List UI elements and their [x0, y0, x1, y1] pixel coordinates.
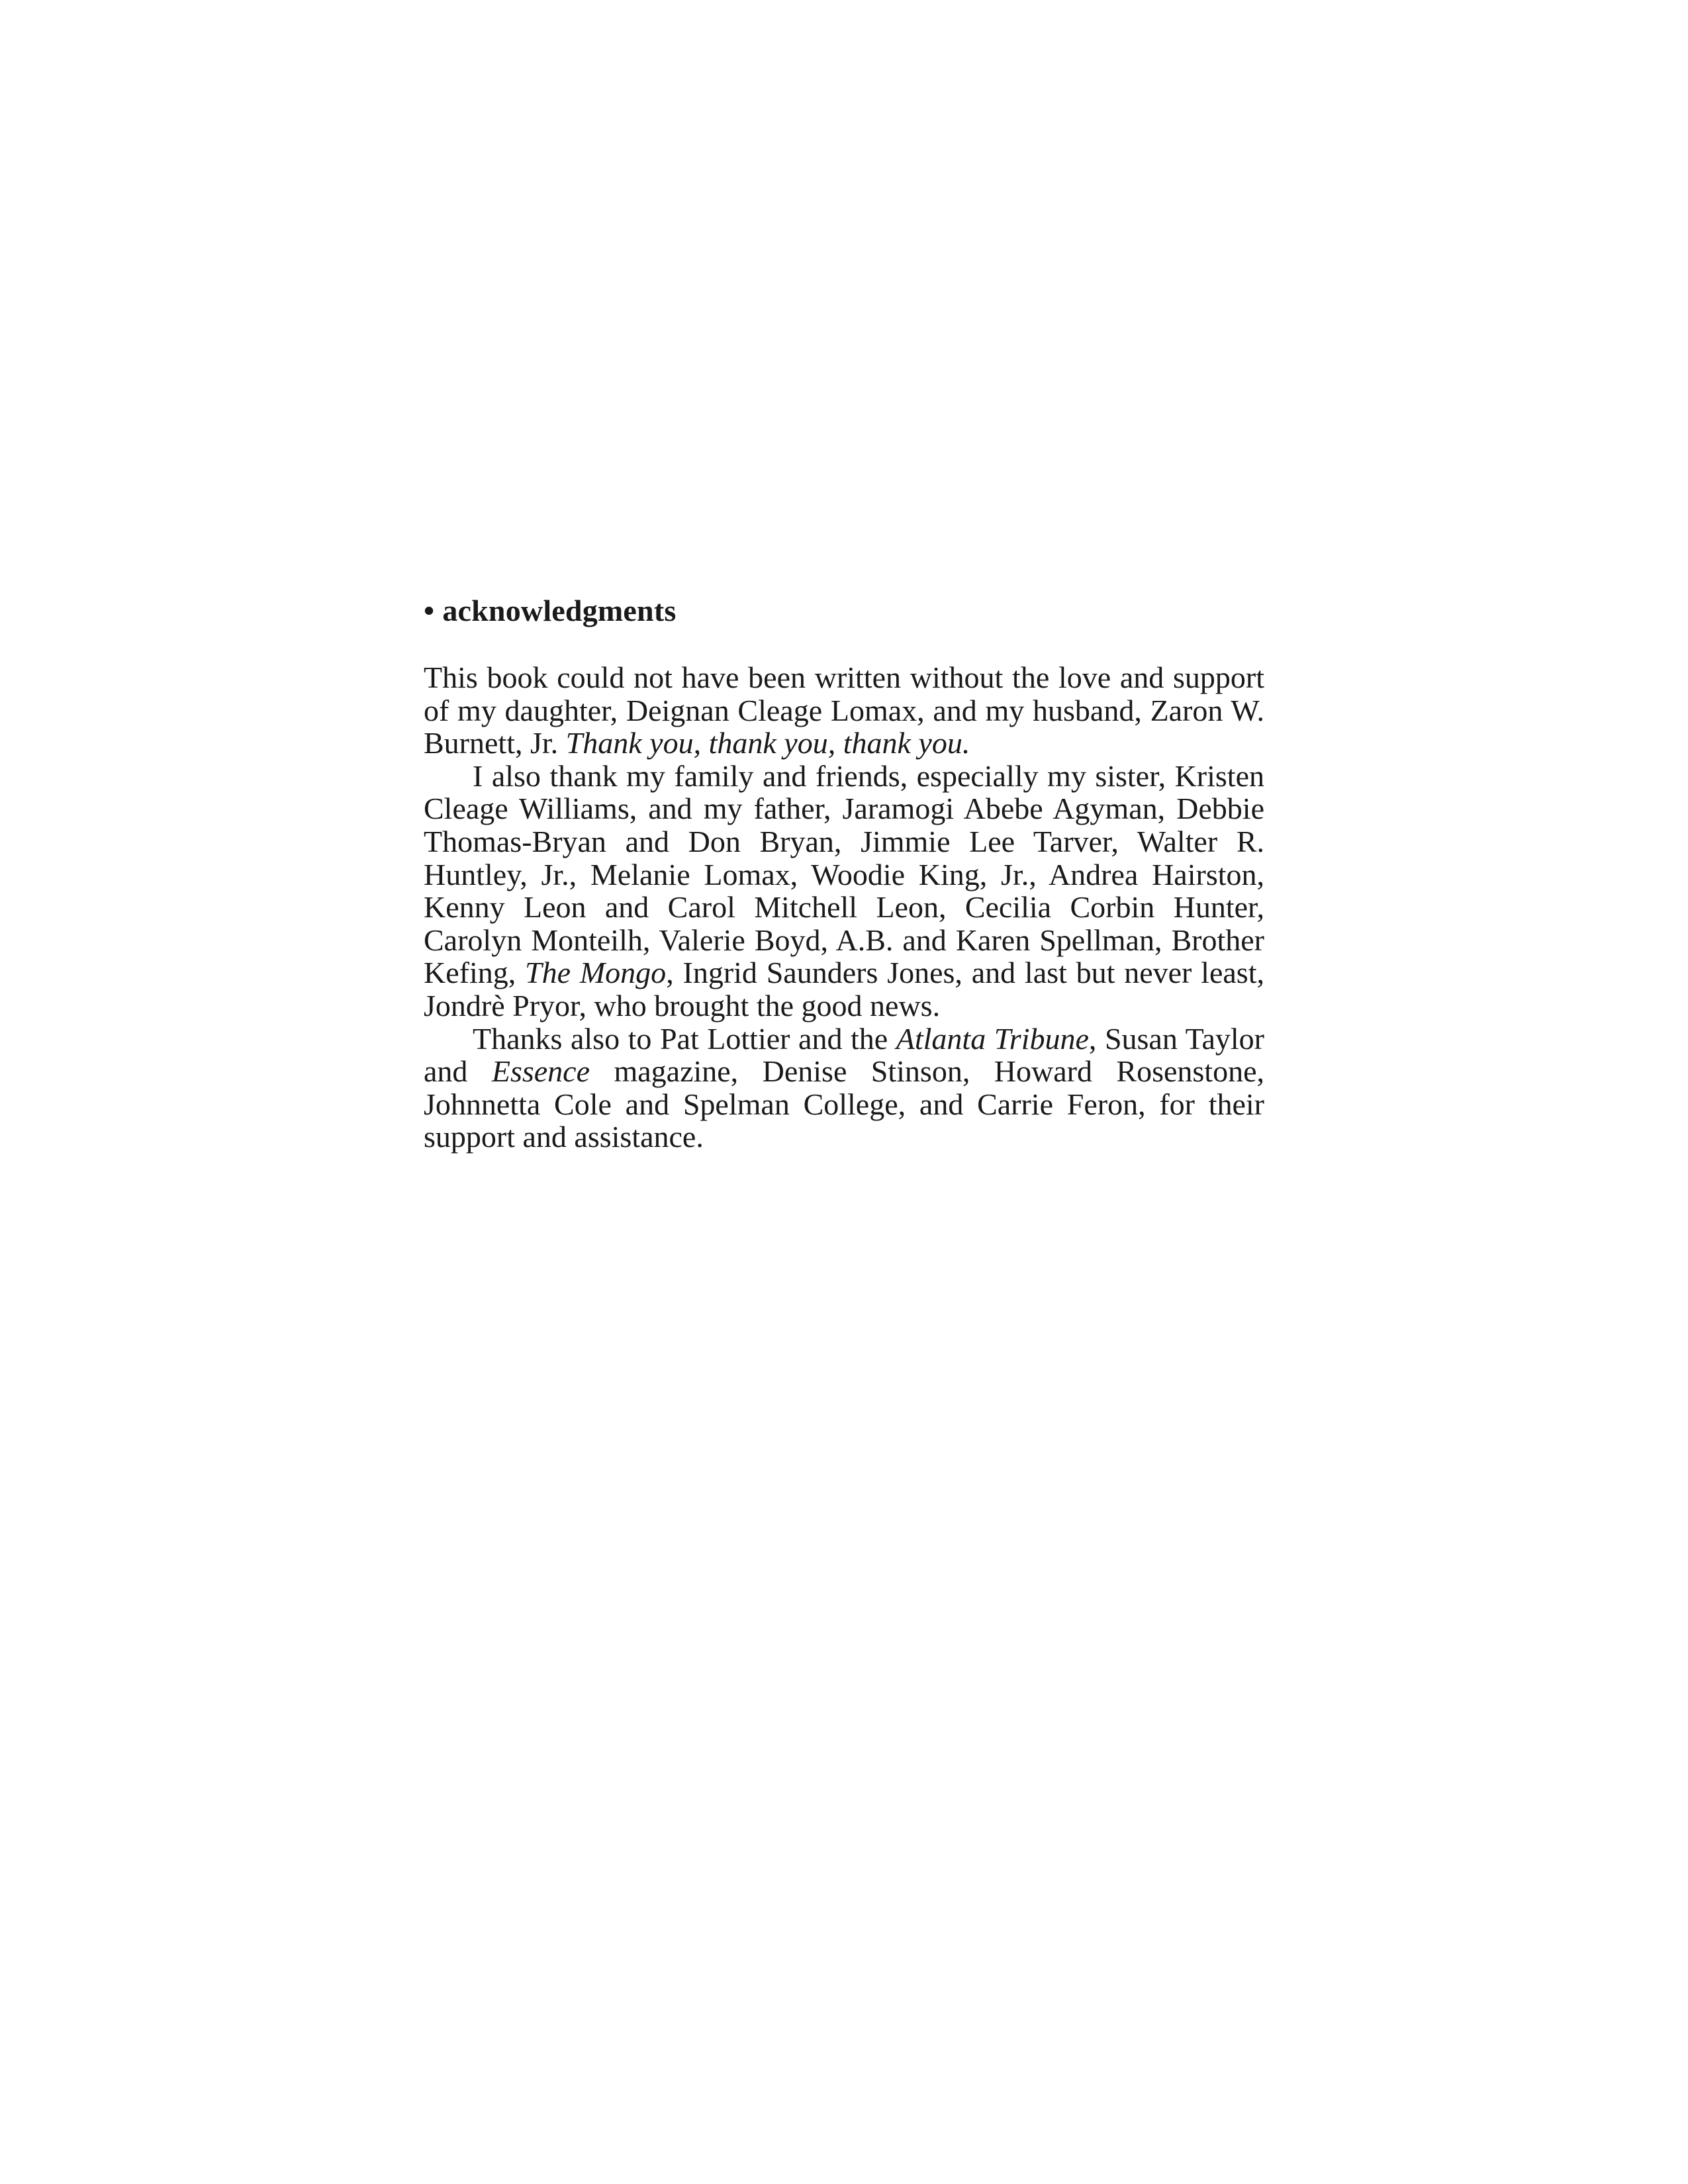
- paragraph-1: [424, 661, 1264, 760]
- acknowledgments-section: [424, 592, 1264, 1154]
- paragraph-2: [424, 760, 1264, 1023]
- paragraph-1-italic: Thank you, thank you, thank you.: [565, 726, 970, 760]
- paragraph-2-text-after: , Ingrid Saunders Jones, and last but never least, Jondrè Pryor, who brought the good news.: [424, 956, 1264, 1023]
- paragraph-3-italic: Atlanta Tribune: [896, 1021, 1089, 1056]
- paragraph-2-text: I also thank my family and friends, especially my sister, Kristen Cleage Williams, and my father, Jaramogi Abebe Agyman, Debbie Thomas-Bryan and Don Bryan, Jimmie Lee Tarver, Walter R. Huntley, Jr., Melanie Lomax, Woodie King, Jr., Andrea Hairston, Kenny Leon and Carol Mitchell Leon, Cecilia Corbin Hunter, Carolyn Monteilh, Valerie Boyd, A.B. and Karen Spellman, Brother Kefing,: [424, 758, 1264, 990]
- paragraph-2-italic: The Mongo: [525, 956, 667, 990]
- paragraph-3-italic-2: Essence: [491, 1054, 590, 1089]
- paragraph-3: [424, 1023, 1264, 1154]
- paragraph-3-text-after: magazine, Denise Stinson, Howard Rosenstone, Johnnetta Cole and Spelman College, and Carrie Feron, for their support and assistance.: [424, 1054, 1264, 1154]
- paragraph-1-text: This book could not have been written without the love and support of my daughter, Deignan Cleage Lomax, and my husband, Zaron W. Burnett, Jr.: [424, 660, 1264, 760]
- bullet-icon: •: [424, 594, 435, 627]
- heading-title: acknowledgments: [442, 594, 677, 627]
- paragraph-3-text: Thanks also to Pat Lottier and the: [473, 1021, 896, 1056]
- section-heading: [424, 592, 1264, 629]
- paragraph-3-text-middle: , Susan Taylor and: [424, 1021, 1264, 1089]
